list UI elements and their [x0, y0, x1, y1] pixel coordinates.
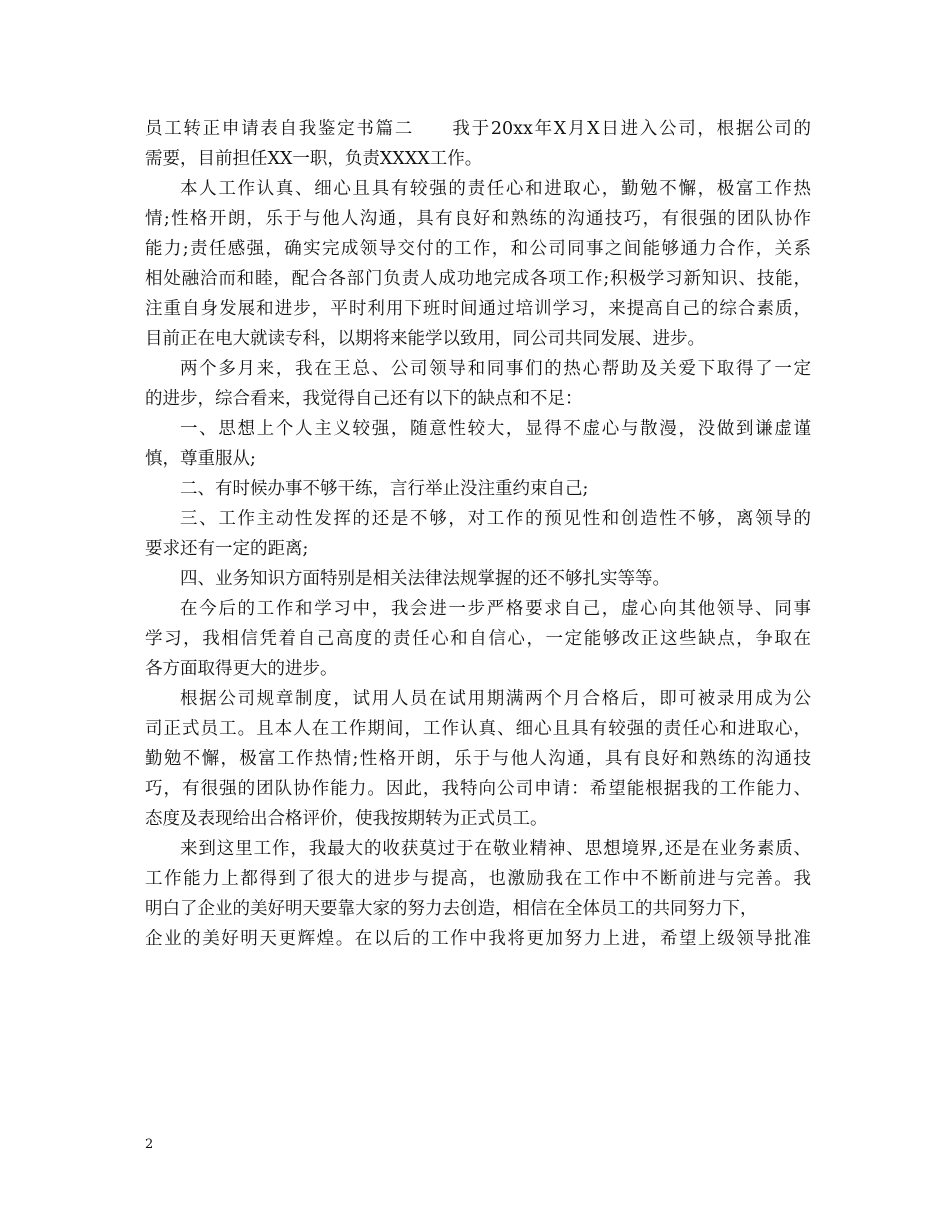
text-line: 两个多月来，我在王总、公司领导和同事们的热心帮助及关爱下取得了一定: [180, 359, 811, 379]
text-line: 注重自身发展和进步，平时利用下班时间通过培训学习，来提高自己的综合素质，: [145, 299, 811, 319]
text-line: 三、工作主动性发挥的还是不够，对工作的预见性和创造性不够，离领导的: [180, 509, 811, 529]
text-line: 根据公司规章制度，试用人员在试用期满两个月合格后，即可被录用成为公: [180, 689, 811, 709]
text-line: 能力;责任感强，确实完成领导交付的工作，和公司同事之间能够通力合作，关系: [145, 239, 811, 259]
text-line: 需要，目前担任XX一职，负责XXXX工作。: [145, 149, 483, 169]
text-line: 态度及表现给出合格评价，使我按期转为正式员工。: [145, 809, 548, 829]
text-line: 相处融洽而和睦，配合各部门负责人成功地完成各项工作;积极学习新知识、技能，: [145, 269, 811, 289]
text-line: 来到这里工作，我最大的收获莫过于在敬业精神、思想境界,还是在业务素质、: [180, 839, 811, 859]
text-line: 目前正在电大就读专科，以期将来能学以致用，同公司共同发展、进步。: [145, 329, 705, 349]
text-line: 工作能力上都得到了很大的进步与提高，也激励我在工作中不断前进与完善。我: [145, 869, 811, 889]
page-number: 2: [145, 1137, 154, 1152]
text-line: 员工转正申请表自我鉴定书篇二 我于20xx年X月X日进入公司，根据公司的: [145, 119, 811, 139]
text-line: 的进步，综合看来，我觉得自己还有以下的缺点和不足：: [145, 389, 583, 409]
text-line: 司正式员工。且本人在工作期间，工作认真、细心且具有较强的责任心和进取心，: [145, 719, 811, 739]
text-line: 巧，有很强的团队协作能力。因此，我特向公司申请：希望能根据我的工作能力、: [145, 779, 811, 799]
text-line: 二、有时候办事不够干练，言行举止没注重约束自己;: [180, 479, 589, 499]
text-line: 明白了企业的美好明天要靠大家的努力去创造，相信在全体员工的共同努力下，: [145, 899, 758, 919]
text-line: 企业的美好明天更辉煌。在以后的工作中我将更加努力上进，希望上级领导批准: [145, 929, 811, 949]
text-line: 在今后的工作和学习中，我会进一步严格要求自己，虚心向其他领导、同事: [180, 599, 811, 619]
text-line: 学习，我相信凭着自己高度的责任心和自信心，一定能够改正这些缺点，争取在: [145, 629, 811, 649]
document-body: [145, 114, 811, 954]
text-line: 慎，尊重服从;: [145, 449, 256, 469]
text-line: 情;性格开朗，乐于与他人沟通，具有良好和熟练的沟通技巧，有很强的团队协作: [145, 209, 811, 229]
text-line: 勤勉不懈，极富工作热情;性格开朗，乐于与他人沟通，具有良好和熟练的沟通技: [145, 749, 811, 769]
text-line: 各方面取得更大的进步。: [145, 659, 338, 679]
text-line: 一、思想上个人主义较强，随意性较大，显得不虚心与散漫，没做到谦虚谨: [180, 419, 811, 439]
text-line: 四、业务知识方面特别是相关法律法规掌握的还不够扎实等等。: [180, 569, 670, 589]
text-line: 本人工作认真、细心且具有较强的责任心和进取心，勤勉不懈，极富工作热: [180, 179, 811, 199]
text-line: 要求还有一定的距离;: [145, 539, 309, 559]
